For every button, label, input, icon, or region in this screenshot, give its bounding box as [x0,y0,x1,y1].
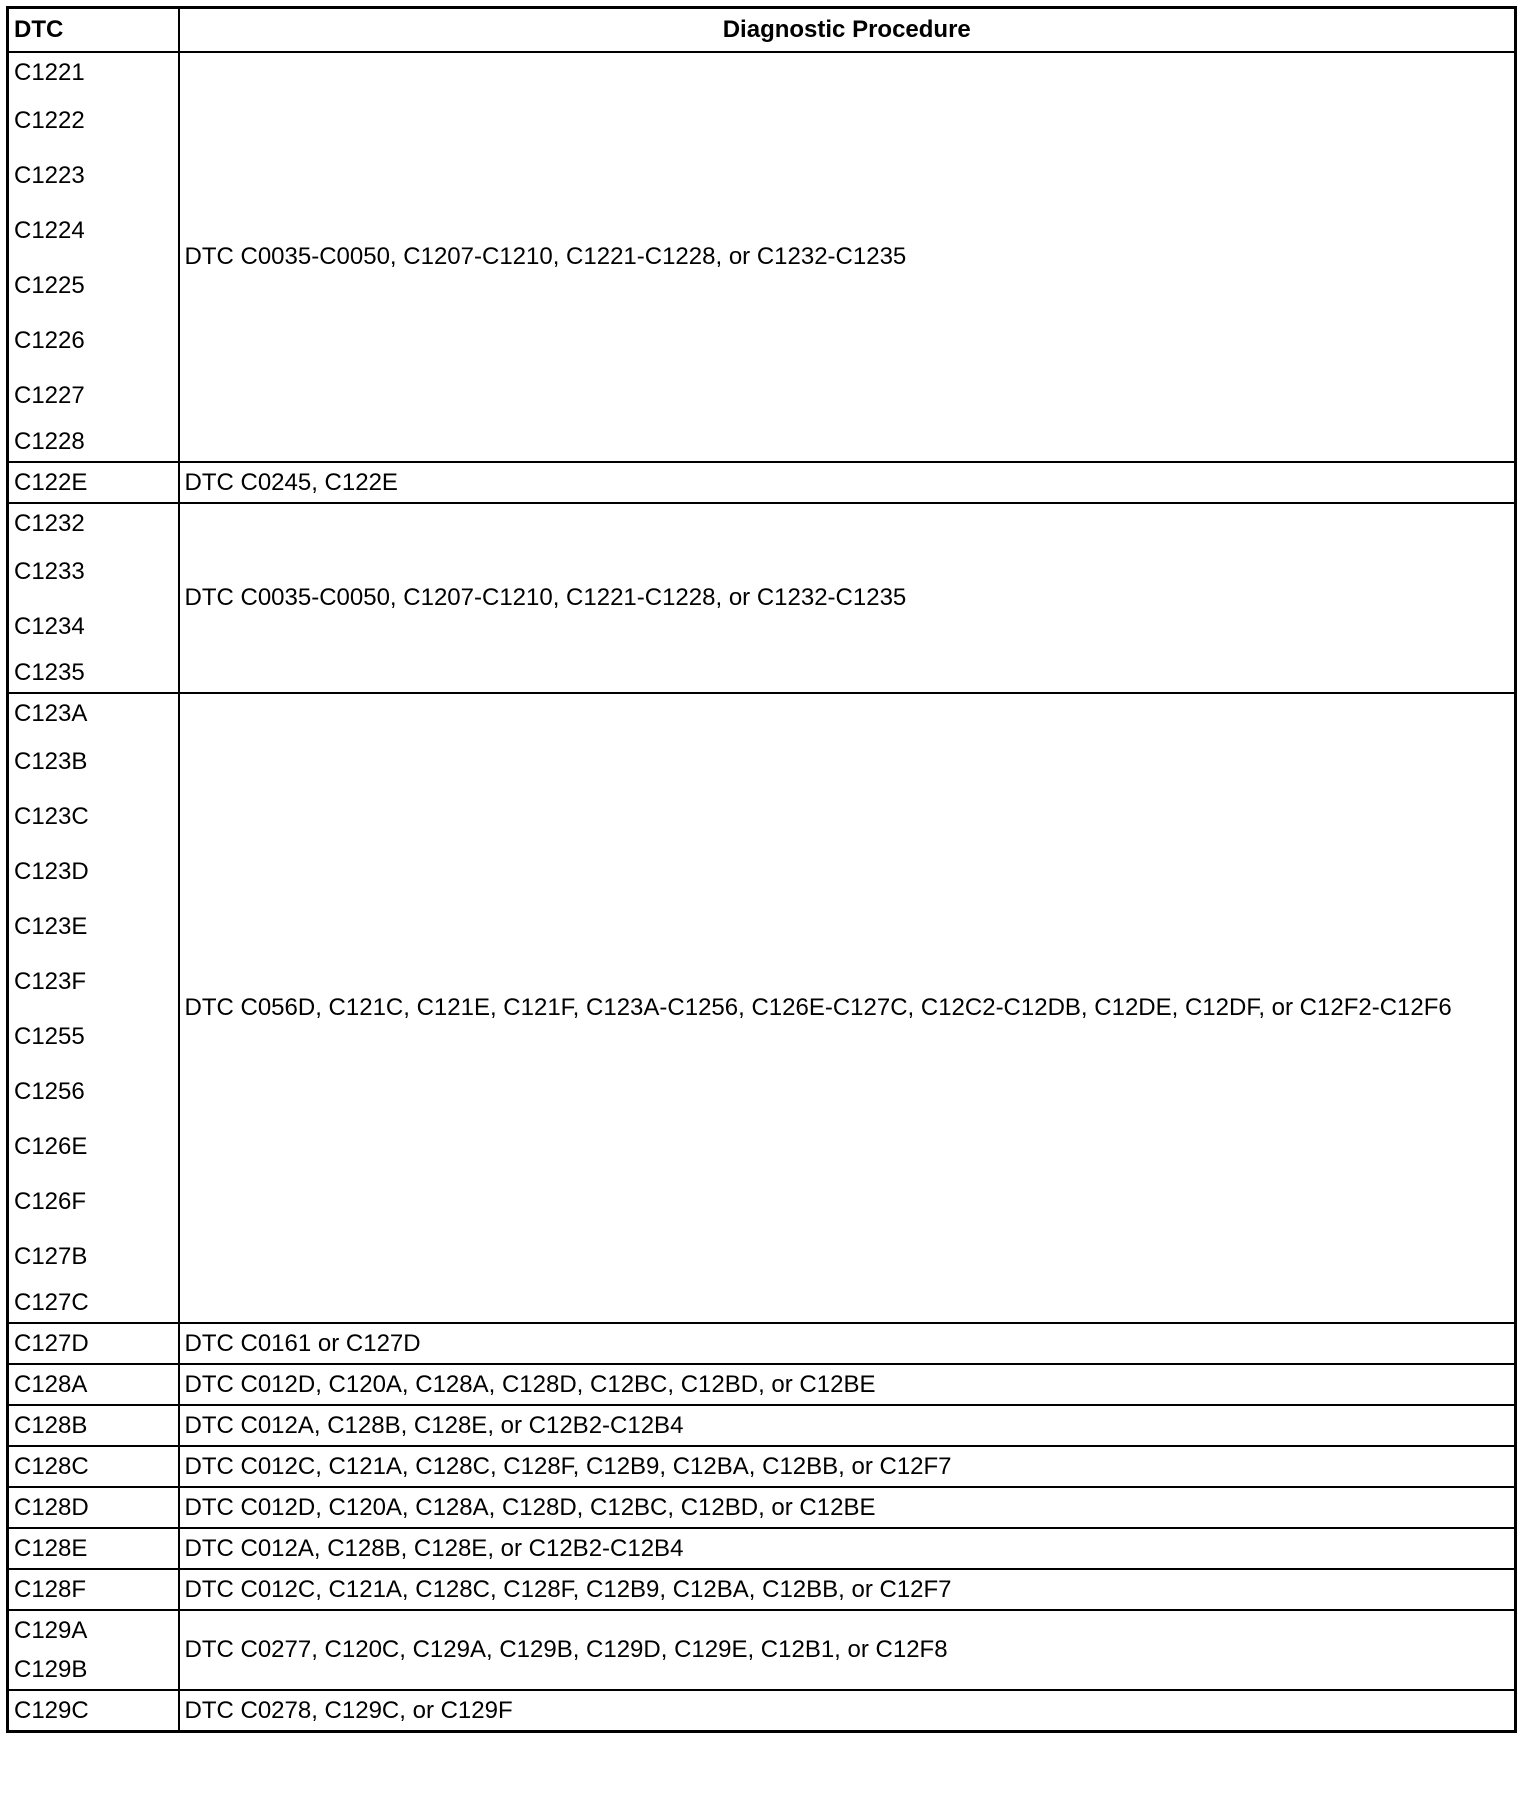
table-row [8,52,1516,462]
diagnostic-procedure-cell: DTC C0278, C129C, or C129F [179,1690,1516,1732]
table-row [8,1610,1516,1690]
dtc-code: C128E [14,1534,88,1562]
table-row [8,693,1516,1323]
diagnostic-procedure-cell: DTC C012A, C128B, C128E, or C12B2-C12B4 [179,1528,1516,1569]
dtc-code: C123D [14,858,89,885]
dtc-code: C123B [14,748,88,775]
dtc-code: C122E [14,468,88,496]
dtc-code-cell [8,1487,179,1528]
table-row [8,1528,1516,1569]
diagnostic-procedure-cell: DTC C012D, C120A, C128A, C128D, C12BC, C12BD, or C12BE [179,1364,1516,1405]
diagnostic-procedure-cell: DTC C0035-C0050, C1207-C1210, C1221-C1228, or C1232-C1235 [179,503,1516,693]
table-row [8,1405,1516,1446]
table-body [8,52,1516,1732]
dtc-code-cell [8,503,179,693]
dtc-code: C126E [14,1133,88,1160]
table-row [8,1487,1516,1528]
dtc-code: C126F [14,1188,87,1215]
table-row [8,1569,1516,1610]
dtc-code: C1256 [14,1078,85,1105]
dtc-code: C1234 [14,613,85,640]
dtc-code: C129A [14,1617,88,1644]
dtc-code: C1222 [14,107,85,134]
dtc-code-cell [8,1690,179,1732]
dtc-code: C1225 [14,272,85,299]
diagnostic-procedure-cell: DTC C056D, C121C, C121E, C121F, C123A-C1256, C126E-C127C, C12C2-C12DB, C12DE, C12DF, or C12F2-C12F6 [179,693,1516,1323]
dtc-code: C128B [14,1411,88,1439]
dtc-code: C1235 [14,659,85,686]
dtc-code: C128D [14,1493,89,1521]
dtc-code-cell [8,1323,179,1364]
table-row [8,1690,1516,1732]
dtc-code: C127D [14,1329,89,1357]
dtc-code: C1224 [14,217,85,244]
dtc-code: C1233 [14,558,85,585]
dtc-code: C1228 [14,428,85,455]
dtc-code-cell [8,1610,179,1690]
diagnostic-procedure-cell: DTC C0245, C122E [179,462,1516,503]
diagnostic-procedure-cell: DTC C0277, C120C, C129A, C129B, C129D, C129E, C12B1, or C12F8 [179,1610,1516,1690]
table-header-row [8,8,1516,53]
dtc-code: C128F [14,1575,87,1603]
dtc-code: C128C [14,1452,89,1480]
dtc-code: C1232 [14,510,85,537]
dtc-code-cell [8,462,179,503]
procedure-column-header: Diagnostic Procedure [179,8,1516,53]
dtc-procedure-table [6,6,1517,1733]
dtc-code: C127B [14,1243,88,1270]
dtc-code: C1227 [14,382,85,409]
dtc-code-cell [8,1446,179,1487]
dtc-code: C1226 [14,327,85,354]
dtc-code: C123E [14,913,88,940]
table-row [8,1323,1516,1364]
diagnostic-procedure-cell: DTC C012C, C121A, C128C, C128F, C12B9, C12BA, C12BB, or C12F7 [179,1569,1516,1610]
table-row [8,503,1516,693]
table-row [8,1364,1516,1405]
dtc-code: C128A [14,1370,88,1398]
dtc-code-cell [8,1569,179,1610]
dtc-code: C1255 [14,1023,85,1050]
dtc-code: C123C [14,803,89,830]
dtc-code-cell [8,52,179,462]
dtc-code: C123F [14,968,87,995]
dtc-code: C1221 [14,59,85,86]
dtc-column-header: DTC [8,8,179,53]
dtc-code: C129B [14,1656,88,1683]
diagnostic-procedure-cell: DTC C012C, C121A, C128C, C128F, C12B9, C12BA, C12BB, or C12F7 [179,1446,1516,1487]
table-row [8,462,1516,503]
dtc-code-cell [8,1364,179,1405]
dtc-code: C1223 [14,162,85,189]
table-row [8,1446,1516,1487]
diagnostic-procedure-cell: DTC C012A, C128B, C128E, or C12B2-C12B4 [179,1405,1516,1446]
diagnostic-procedure-cell: DTC C0161 or C127D [179,1323,1516,1364]
dtc-code: C129C [14,1696,89,1724]
dtc-code: C123A [14,700,88,727]
dtc-code-cell [8,1405,179,1446]
dtc-code-cell [8,1528,179,1569]
dtc-code-cell [8,693,179,1323]
diagnostic-procedure-cell: DTC C012D, C120A, C128A, C128D, C12BC, C12BD, or C12BE [179,1487,1516,1528]
dtc-code: C127C [14,1289,89,1316]
diagnostic-procedure-cell: DTC C0035-C0050, C1207-C1210, C1221-C1228, or C1232-C1235 [179,52,1516,462]
